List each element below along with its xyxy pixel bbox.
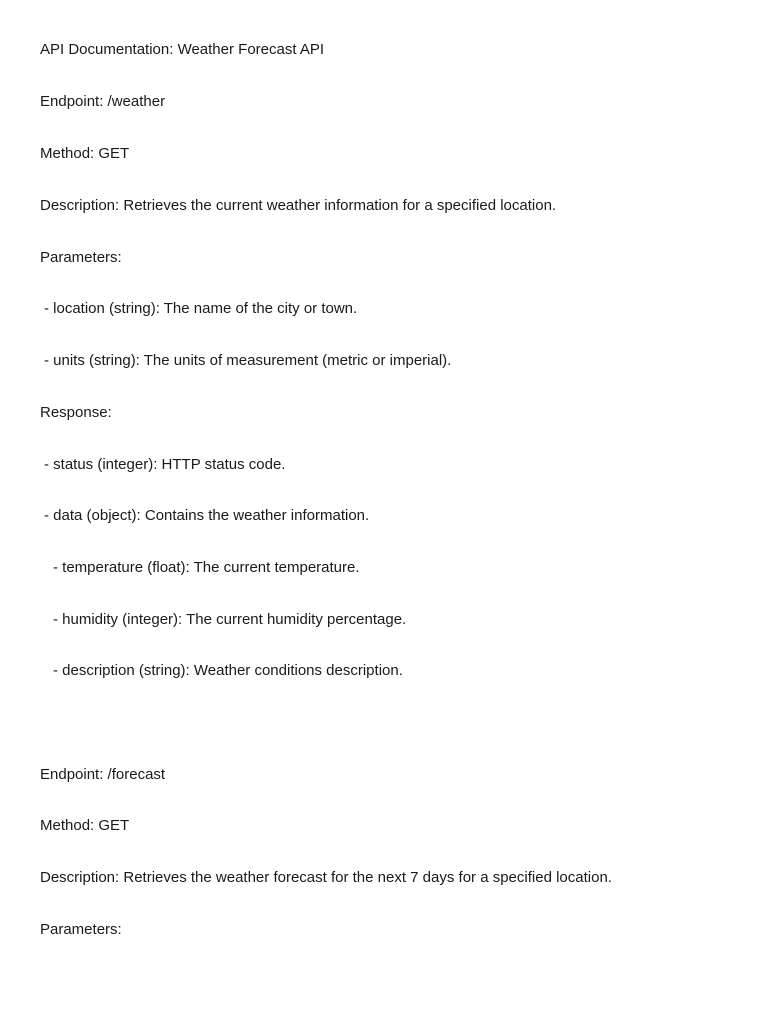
weather-description-line: Description: Retrieves the current weather information for a specified location. [40, 197, 557, 214]
forecast-method-line: Method: GET [40, 817, 130, 834]
weather-data-description: - description (string): Weather conditions description. [53, 662, 403, 679]
document-title: API Documentation: Weather Forecast API [40, 41, 325, 58]
forecast-endpoint-line: Endpoint: /forecast [40, 766, 166, 783]
weather-parameter-location: - location (string): The name of the city or town. [44, 300, 358, 317]
weather-parameter-units: - units (string): The units of measurement (metric or imperial). [44, 352, 452, 369]
forecast-parameters-heading: Parameters: [40, 921, 122, 938]
weather-response-data: - data (object): Contains the weather information. [44, 507, 370, 524]
weather-data-temperature: - temperature (float): The current temperature. [53, 559, 360, 576]
weather-data-humidity: - humidity (integer): The current humidity percentage. [53, 611, 407, 628]
forecast-description-line: Description: Retrieves the weather forecast for the next 7 days for a specified location. [40, 869, 612, 886]
weather-response-status: - status (integer): HTTP status code. [44, 456, 286, 473]
weather-parameters-heading: Parameters: [40, 249, 122, 266]
weather-endpoint-line: Endpoint: /weather [40, 93, 166, 110]
weather-response-heading: Response: [40, 404, 112, 421]
weather-method-line: Method: GET [40, 145, 130, 162]
